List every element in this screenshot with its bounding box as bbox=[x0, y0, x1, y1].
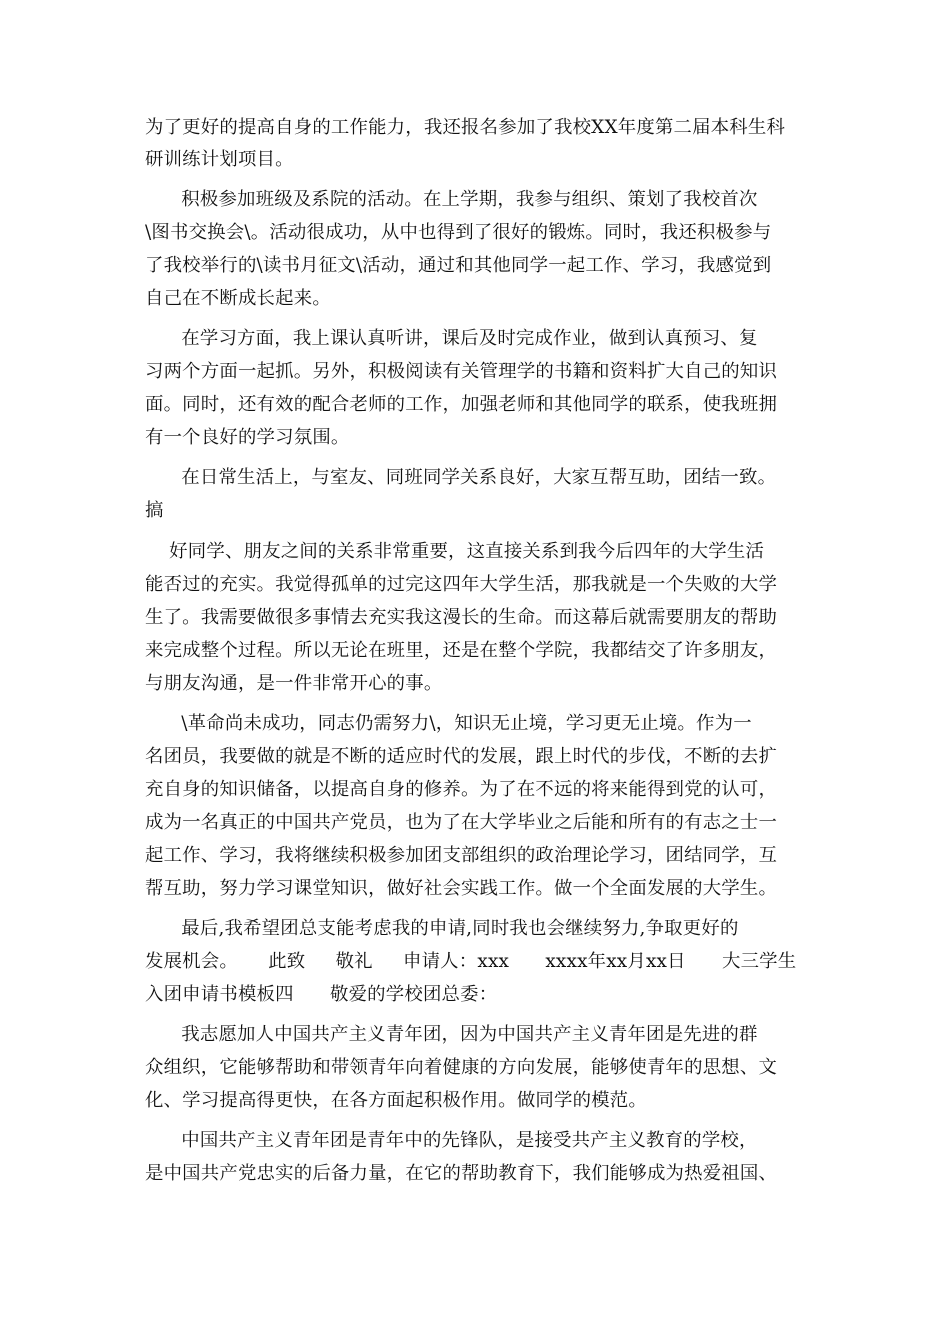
text-line: \图书交换会\。活动很成功，从中也得到了很好的锻炼。同时，我还积极参与 bbox=[145, 222, 772, 243]
text-line: 面。同时，还有效的配合老师的工作，加强老师和其他同学的联系，使我班拥 bbox=[145, 394, 778, 415]
text-line: 生了。我需要做很多事情去充实我这漫长的生命。而这幕后就需要朋友的帮助 bbox=[145, 607, 778, 628]
text-line: 发展机会。 此致 敬礼 申请人：xxx xxxx年xx月xx日 大三学生 bbox=[145, 951, 797, 972]
text-line: 充自身的知识储备，以提高自身的修养。为了在不远的将来能得到党的认可， bbox=[145, 779, 778, 800]
text-line: 众组织，它能够帮助和带领青年向着健康的方向发展，能够使青年的思想、文 bbox=[145, 1057, 778, 1078]
text-line: 习两个方面一起抓。另外，积极阅读有关管理学的书籍和资料扩大自己的知识 bbox=[145, 361, 778, 382]
text-line: 入团申请书模板四 敬爱的学校团总委： bbox=[145, 984, 498, 1005]
text-line: 有一个良好的学习氛围。 bbox=[145, 427, 350, 448]
text-line: 中国共产主义青年团是青年中的先锋队，是接受共产主义教育的学校， bbox=[145, 1130, 758, 1151]
text-line: 与朋友沟通，是一件非常开心的事。 bbox=[145, 673, 443, 694]
text-line: 在学习方面，我上课认真听讲，课后及时完成作业，做到认真预习、复 bbox=[145, 328, 758, 349]
text-line: 好同学、朋友之间的关系非常重要，这直接关系到我今后四年的大学生活 bbox=[145, 541, 765, 562]
text-line: 研训练计划项目。 bbox=[145, 149, 294, 170]
text-line: 在日常生活上，与室友、同班同学关系良好，大家互帮互助，团结一致。 bbox=[145, 467, 777, 488]
text-line: \革命尚未成功，同志仍需努力\，知识无止境，学习更无止境。作为一 bbox=[145, 713, 752, 734]
text-line: 自己在不断成长起来。 bbox=[145, 288, 331, 309]
text-line: 成为一名真正的中国共产党员，也为了在大学毕业之后能和所有的有志之士一 bbox=[145, 812, 778, 833]
text-line: 我志愿加人中国共产主义青年团，因为中国共产主义青年团是先进的群 bbox=[145, 1024, 758, 1045]
text-line: 是中国共产党忠实的后备力量，在它的帮助教育下，我们能够成为热爱祖国、 bbox=[145, 1163, 778, 1184]
text-line: 帮互助，努力学习课堂知识，做好社会实践工作。做一个全面发展的大学生。 bbox=[145, 878, 778, 899]
text-line: 起工作、学习，我将继续积极参加团支部组织的政治理论学习，团结同学，互 bbox=[145, 845, 778, 866]
text-line: 最后,我希望团总支能考虑我的申请,同时我也会继续努力,争取更好的 bbox=[145, 918, 739, 939]
text-line: 积极参加班级及系院的活动。在上学期，我参与组织、策划了我校首次 bbox=[145, 189, 758, 210]
text-line: 名团员，我要做的就是不断的适应时代的发展，跟上时代的步伐，不断的去扩 bbox=[145, 746, 778, 767]
text-line: 了我校举行的\读书月征文\活动，通过和其他同学一起工作、学习，我感觉到 bbox=[145, 255, 772, 276]
text-line: 能否过的充实。我觉得孤单的过完这四年大学生活，那我就是一个失败的大学 bbox=[145, 574, 778, 595]
text-line: 搞 bbox=[145, 500, 164, 521]
text-line: 为了更好的提高自身的工作能力，我还报名参加了我校XX年度第二届本科生科 bbox=[145, 117, 786, 138]
text-line: 化、学习提高得更快，在各方面起积极作用。做同学的模范。 bbox=[145, 1090, 647, 1111]
text-line: 来完成整个过程。所以无论在班里，还是在整个学院，我都结交了许多朋友， bbox=[145, 640, 778, 661]
